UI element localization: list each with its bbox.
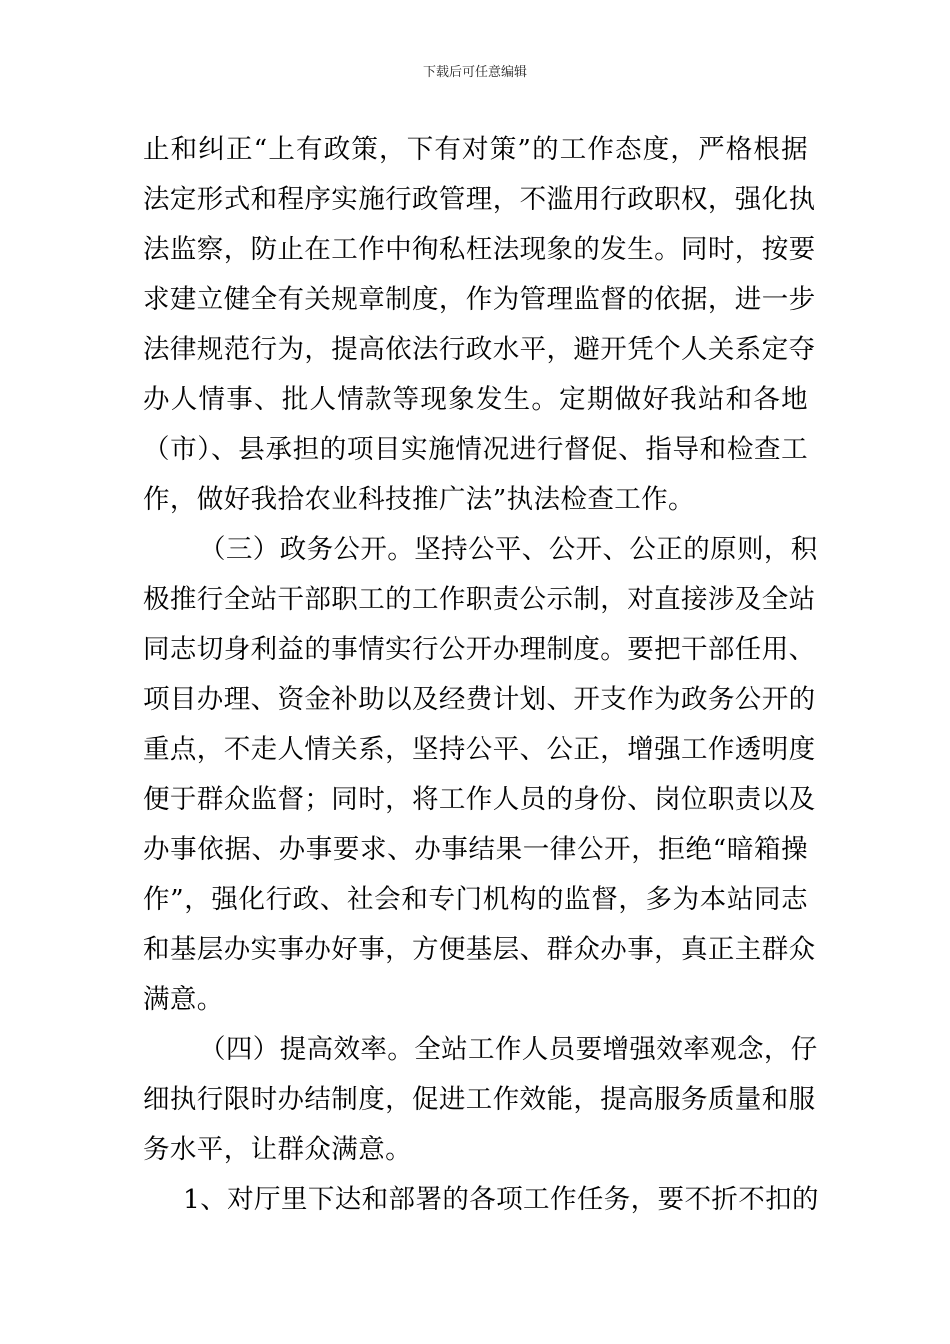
text-line: 重点，不走人情关系，坚持公平、公正，增强工作透明度 — [143, 734, 816, 765]
text-line: 求建立健全有关规章制度，作为管理监督的依据，进一步 — [143, 284, 816, 315]
text-line: （三）政务公开。坚持公平、公开、公正的原则，积 — [199, 534, 818, 565]
text-line: 同志切身利益的事情实行公开办理制度。要把干部任用、 — [143, 634, 816, 665]
text-line: 便于群众监督；同时，将工作人员的身份、岗位职责以及 — [143, 784, 816, 815]
text-line: 法定形式和程序实施行政管理，不滥用行政职权，强化执 — [143, 184, 816, 215]
text-line: 项目办理、资金补助以及经费计划、开支作为政务公开的 — [143, 684, 816, 715]
text-line: 办事依据、办事要求、办事结果一律公开，拒绝“暗箱操 — [143, 834, 808, 865]
text-line: 办人情事、批人情款等现象发生。定期做好我站和各地 — [143, 384, 808, 415]
document-body — [143, 125, 819, 1225]
page-header: 下载后可任意编辑 — [422, 65, 527, 80]
text-line: 务水平，让群众满意。 — [143, 1134, 412, 1165]
text-line: 满意。 — [143, 984, 224, 1015]
text-line: （四）提高效率。全站工作人员要增强效率观念，仔 — [199, 1034, 818, 1065]
paragraph — [143, 1025, 818, 1175]
text-line: 和基层办实事办好事，方便基层、群众办事，真正主群众 — [143, 934, 816, 965]
text-line: 法监察，防止在工作中徇私枉法现象的发生。同时，按要 — [143, 234, 816, 265]
text-line: 细执行限时办结制度，促进工作效能，提高服务质量和服 — [143, 1084, 816, 1115]
text-line: 作”，强化行政、社会和专门机构的监督，多为本站同志 — [143, 884, 808, 915]
text-line: 作，做好我拾农业科技推广法”执法检查工作。 — [143, 484, 695, 515]
text-line: 1、对厅里下达和部署的各项工作任务，要不折不扣的 — [183, 1184, 819, 1215]
paragraph — [143, 1175, 819, 1225]
paragraph — [143, 125, 816, 525]
paragraph — [143, 525, 818, 1025]
text-line: 止和纠正“上有政策，下有对策”的工作态度，严格根据 — [143, 134, 808, 165]
text-line: 极推行全站干部职工的工作职责公示制，对直接涉及全站 — [143, 584, 816, 615]
text-line: （市）、县承担的项目实施情况进行督促、指导和检查工 — [143, 434, 808, 465]
text-line: 法律规范行为，提高依法行政水平，避开凭个人关系定夺 — [143, 334, 816, 365]
